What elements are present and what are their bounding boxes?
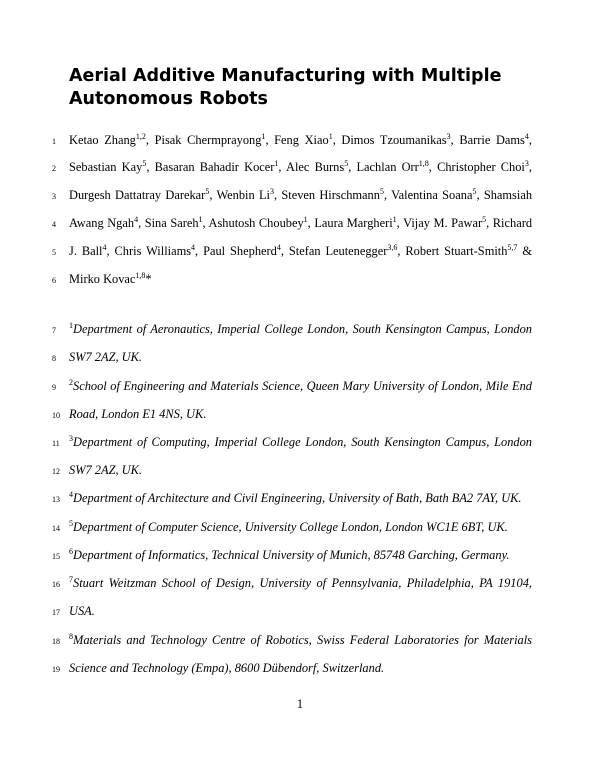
line-number: 10 [52, 411, 60, 420]
text-segment: , Wenbin Li [209, 188, 270, 202]
text-segment: , Chris Williams [106, 244, 192, 258]
text-segment: , Sina Sareh [138, 216, 199, 230]
affiliation-line [69, 548, 532, 563]
paper-title: Aerial Additive Manufacturing with Multiple Autonomous Robots [69, 66, 502, 109]
author-line [69, 244, 532, 259]
text-segment: , Ashutosh Choubey [202, 216, 304, 230]
affiliation-marker: 5 [69, 519, 73, 528]
affiliation-marker: 4 [524, 133, 529, 141]
text-segment: USA. [69, 604, 95, 618]
text-segment: , Lachlan Orr [348, 160, 419, 174]
author-line [69, 272, 532, 287]
affiliation-marker: 1,2 [135, 133, 146, 141]
text-segment: , Robert Stuart-Smith [397, 244, 508, 258]
affiliation-marker: 4 [276, 244, 281, 252]
author-line [69, 160, 532, 175]
affiliation-marker: 5 [142, 160, 147, 168]
text-segment: & [517, 244, 532, 258]
text-segment: , Stefan Leutenegger [280, 244, 388, 258]
text-segment: , Valentina Soana [383, 188, 473, 202]
text-segment: , Alec Burns [278, 160, 345, 174]
text-segment: , Steven Hirschmann [273, 188, 380, 202]
text-segment: , [528, 160, 532, 174]
text-segment: , Pisak Chermprayong [145, 133, 262, 147]
affiliation-marker: 1 [392, 216, 397, 224]
affiliation-marker: 4 [134, 216, 139, 224]
text-segment: , Barrie Dams [450, 133, 525, 147]
affiliation-marker: 2 [69, 379, 73, 387]
line-number: 19 [52, 665, 60, 674]
affiliation-marker: 3 [446, 133, 451, 141]
line-number: 2 [52, 164, 56, 173]
text-segment: School of Engineering and Materials Science, Queen Mary University of London, Mile End [73, 379, 532, 393]
text-segment: Stuart Weitzman School of Design, University of Pennsylvania, Philadelphia, PA 19104, [73, 576, 532, 590]
affiliation-line [69, 604, 532, 619]
text-segment: J. Ball [69, 244, 103, 258]
line-number: 1 [52, 137, 56, 146]
line-number: 14 [52, 524, 60, 533]
author-line [69, 133, 532, 148]
affiliation-marker: 4 [102, 244, 107, 252]
text-segment: , Feng Xiao [265, 133, 329, 147]
affiliation-marker: 1 [303, 216, 308, 224]
line-number: 12 [52, 467, 60, 476]
text-segment: Department of Informatics, Technical University of Munich, 85748 Garching, Germany. [73, 548, 510, 562]
author-line [69, 188, 532, 203]
author-line [69, 216, 532, 231]
line-number: 7 [52, 326, 56, 335]
line-number: 17 [52, 608, 60, 617]
text-segment: Road, London E1 4NS, UK. [69, 407, 207, 421]
affiliation-line [69, 435, 532, 450]
affiliation-line [69, 379, 532, 394]
line-number: 11 [52, 439, 60, 448]
text-segment: , Richard [486, 216, 532, 230]
affiliation-marker: 5,7 [507, 244, 518, 252]
line-number: 16 [52, 580, 60, 589]
affiliation-marker: 1 [69, 322, 73, 330]
affiliation-marker: 3 [269, 188, 274, 196]
text-segment: , Laura Margheri [307, 216, 393, 230]
affiliation-line [69, 633, 532, 648]
affiliation-marker: 4 [191, 244, 196, 252]
text-segment: Durgesh Dattatray Darekar [69, 188, 206, 202]
affiliation-marker: 5 [482, 216, 487, 224]
text-segment: Department of Computer Science, University College London, London WC1E 6BT, UK. [73, 520, 508, 534]
line-number: 18 [52, 637, 60, 646]
text-segment: Department of Aeronautics, Imperial College London, South Kensington Campus, London [73, 322, 532, 336]
line-number: 15 [52, 552, 60, 561]
text-segment: Department of Architecture and Civil Engineering, University of Bath, Bath BA2 7AY, UK. [73, 491, 522, 505]
affiliation-marker: 1 [274, 160, 279, 168]
affiliation-marker: 4 [69, 490, 73, 499]
text-segment: Department of Computing, Imperial College London, South Kensington Campus, London [73, 435, 532, 449]
line-number: 9 [52, 383, 56, 392]
text-segment: SW7 2AZ, UK. [69, 463, 142, 477]
text-segment: Sebastian Kay [69, 160, 143, 174]
affiliation-marker: 3 [524, 160, 529, 168]
affiliation-marker: 1 [328, 133, 333, 141]
line-number: 6 [52, 276, 56, 285]
text-segment: , [528, 133, 532, 147]
line-number: 13 [52, 495, 60, 504]
text-segment: , Basaran Bahadir Kocer [146, 160, 275, 174]
affiliation-line [69, 322, 532, 337]
line-number: 8 [52, 354, 56, 363]
text-segment: Science and Technology (Empa), 8600 Dübendorf, Switzerland. [69, 661, 385, 675]
line-number: 5 [52, 248, 56, 257]
text-segment: , Dimos Tzoumanikas [332, 133, 447, 147]
text-segment: , Shamsiah [476, 188, 532, 202]
text-segment: SW7 2AZ, UK. [69, 350, 142, 364]
page-number: 1 [296, 697, 304, 711]
affiliation-marker: 1,8 [418, 160, 429, 168]
affiliation-line [69, 661, 532, 676]
text-segment: , Paul Shepherd [195, 244, 277, 258]
affiliation-line [69, 463, 532, 478]
line-number: 3 [52, 192, 56, 201]
text-segment: Mirko Kovac [69, 272, 136, 286]
text-segment: * [145, 272, 152, 286]
affiliation-marker: 5 [379, 188, 384, 196]
text-segment: , Christopher Choi [428, 160, 525, 174]
line-number: 4 [52, 220, 56, 229]
affiliation-marker: 3 [69, 435, 73, 443]
affiliation-line [69, 491, 532, 506]
affiliation-marker: 1,8 [135, 271, 146, 280]
affiliation-marker: 3,6 [387, 244, 398, 252]
text-segment: Ketao Zhang [69, 133, 136, 147]
affiliation-line [69, 350, 532, 365]
text-segment: Materials and Technology Centre of Robotics, Swiss Federal Laboratories for Materials [73, 633, 532, 647]
affiliation-line [69, 407, 532, 422]
text-segment: Awang Ngah [69, 216, 135, 230]
affiliation-marker: 5 [344, 160, 349, 168]
affiliation-marker: 8 [69, 633, 73, 641]
affiliation-marker: 1 [261, 133, 266, 141]
affiliation-line [69, 520, 532, 535]
affiliation-marker: 5 [472, 188, 477, 196]
text-segment: , Vijay M. Pawar [396, 216, 483, 230]
affiliation-line [69, 576, 532, 591]
affiliation-marker: 7 [69, 576, 73, 584]
affiliation-marker: 6 [69, 547, 73, 556]
affiliation-marker: 1 [198, 216, 203, 224]
affiliation-marker: 5 [205, 188, 210, 196]
